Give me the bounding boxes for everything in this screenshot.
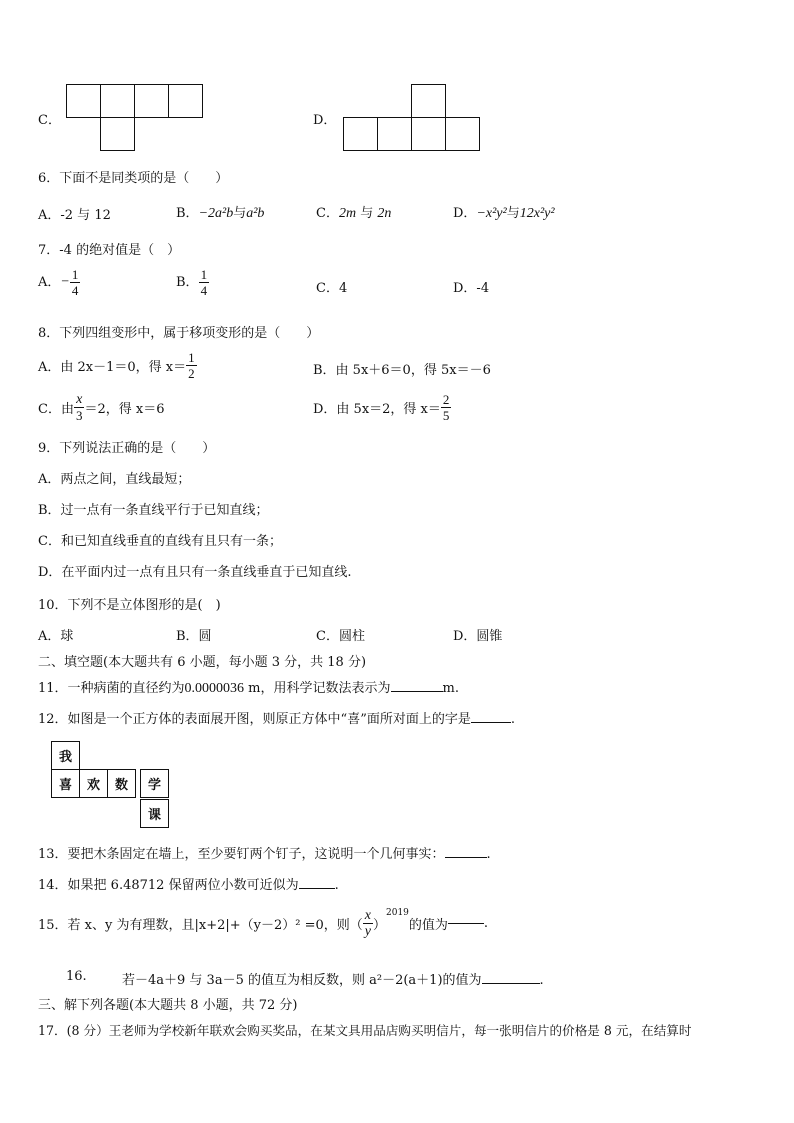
q8-d-denominator: 5	[442, 408, 450, 423]
q12-text: 12．如图是一个正方体的表面展开图，则原正方体中“喜”面所对面上的字是	[38, 712, 471, 727]
q6-option-a: A．-2 与 12	[38, 208, 111, 223]
q16	[122, 969, 544, 988]
q6-stem: 6．下面不是同类项的是（ ）	[38, 171, 229, 186]
q16-end: .	[539, 973, 544, 988]
q8-d-fraction	[441, 392, 452, 423]
q7-b-denominator: 4	[200, 283, 208, 298]
q11-value: 0.0000036	[184, 681, 245, 696]
q10-stem: 10．下列不是立体图形的是( )	[38, 598, 221, 613]
net-cell: 喜	[51, 769, 80, 798]
q14-answer-blank[interactable]	[299, 888, 335, 889]
q11-post1: m，用科学记数法表示为	[244, 681, 391, 696]
net-square	[411, 84, 446, 118]
q7-a-fraction	[70, 267, 81, 298]
q17-text: 17．(8 分）王老师为学校新年联欢会购买奖品，在某文具用品店购买明信片，每一张明信片的价格是 8 元，在结算时	[38, 1023, 692, 1038]
q6-option-c	[316, 202, 391, 222]
q8-option-b: B．由 5x＋6＝0，得 5x＝－6	[313, 363, 491, 378]
q7-a-denominator: 4	[71, 283, 79, 298]
q15-answer-blank[interactable]	[448, 923, 484, 924]
net-cell: 课	[140, 799, 169, 828]
net-square	[445, 117, 480, 151]
q13-text: 13．要把木条固定在墙上，至少要钉两个钉子，这说明一个几何事实：	[38, 847, 445, 862]
net-square	[343, 117, 378, 151]
q8-option-d	[313, 392, 451, 423]
q12-stem	[38, 708, 515, 727]
q6-b-expr1: −2a²b	[198, 206, 234, 221]
q8-option-c	[38, 392, 164, 423]
q6-option-d	[453, 202, 555, 222]
q5-option-d-label: D．	[313, 113, 337, 128]
q8-c-denominator: 3	[75, 408, 83, 423]
q9-option-a: A．两点之间，直线最短；	[38, 472, 191, 487]
net-square	[168, 84, 203, 118]
q5-option-c-label: C．	[38, 113, 61, 128]
q15-post: ）	[372, 918, 386, 933]
q8-d-text: D．由 5x＝2，得 x＝	[313, 402, 441, 417]
q13-answer-blank[interactable]	[445, 857, 487, 858]
q6-d-expr1: −x²y²	[476, 206, 507, 221]
q8-c-numerator: x	[76, 392, 83, 407]
q6-c-label: C．	[316, 206, 339, 221]
q15-fraction	[363, 908, 373, 939]
q7-option-d: D．-4	[453, 281, 490, 296]
q8-a-denominator: 2	[188, 366, 195, 381]
q8-c-pre: C．由	[38, 402, 74, 417]
q7-b-numerator: 1	[200, 267, 208, 282]
q8-option-a	[38, 350, 197, 381]
q15-numerator: x	[364, 908, 371, 923]
q7-option-b	[176, 267, 209, 298]
q10-option-d: D．圆锥	[453, 629, 503, 644]
q6-option-b	[176, 202, 264, 222]
section-2-heading: 二、填空题(本大题共有 6 小题，每小题 3 分，共 18 分)	[38, 655, 367, 670]
q6-b-mid: 与	[233, 206, 247, 221]
q6-c-expr1: 2m	[338, 206, 357, 221]
q6-b-expr2: a²b	[246, 206, 265, 221]
q7-option-c: C．4	[316, 281, 348, 296]
q15	[38, 908, 488, 939]
q8-c-fraction	[74, 392, 85, 423]
q15-exponent: 2019	[386, 908, 409, 918]
net-square	[411, 117, 446, 151]
q8-stem: 8．下列四组变形中，属于移项变形的是（ ）	[38, 326, 320, 341]
q7-b-label: B．	[176, 275, 199, 290]
q9-stem: 9．下列说法正确的是（ ）	[38, 441, 216, 456]
net-square	[134, 84, 169, 118]
q10-option-a: A．球	[38, 629, 74, 644]
q11-answer-blank[interactable]	[391, 691, 443, 692]
q7-a-numerator: 1	[71, 267, 79, 282]
net-cell: 我	[51, 741, 80, 770]
q13	[38, 843, 491, 862]
q14-text: 14．如果把 6.48712 保留两位小数可近似为	[38, 878, 299, 893]
q15-end: .	[483, 916, 489, 931]
q8-d-numerator: 2	[442, 392, 450, 407]
q8-a-fraction	[186, 350, 197, 381]
q6-d-mid: 与	[506, 206, 520, 221]
q16-answer-blank[interactable]	[482, 983, 540, 984]
net-cell: 数	[107, 769, 136, 798]
q10-option-b: B．圆	[176, 629, 212, 644]
net-square	[377, 117, 412, 151]
net-square	[66, 84, 101, 118]
q7-b-fraction	[199, 267, 210, 298]
q12-answer-blank[interactable]	[471, 722, 511, 723]
q9-option-b: B．过一点有一条直线平行于已知直线；	[38, 503, 269, 518]
q6-d-label: D．	[453, 206, 477, 221]
net-cell: 欢	[79, 769, 108, 798]
q8-a-numerator: 1	[188, 350, 195, 365]
net-cell: 学	[140, 769, 169, 798]
q15-tail: 的值为	[408, 918, 448, 933]
q13-end: .	[486, 847, 491, 862]
q11	[38, 677, 459, 697]
q10-option-c: C．圆柱	[316, 629, 365, 644]
q7-stem: 7．-4 的绝对值是（ ）	[38, 243, 181, 258]
q8-a-text: A．由 2x－1＝0，得 x＝	[38, 360, 187, 375]
q6-d-expr2: 12x²y²	[519, 206, 555, 221]
q11-pre: 11．一种病菌的直径约为	[38, 681, 185, 696]
q14-end: .	[334, 878, 339, 893]
q9-option-d: D．在平面内过一点有且只有一条直线垂直于已知直线.	[38, 565, 352, 580]
q15-denominator: y	[364, 924, 371, 939]
section-3-heading: 三、解下列各题(本大题共 8 小题，共 72 分)	[38, 998, 298, 1013]
q8-c-post: ＝2，得 x＝6	[84, 402, 165, 417]
q7-option-a	[38, 267, 80, 298]
q14	[38, 874, 339, 893]
q11-post2: m.	[442, 681, 459, 696]
q7-a-sign: −	[60, 274, 70, 290]
q6-b-label: B．	[176, 206, 199, 221]
net-square	[100, 117, 135, 151]
q16-text: 若－4a＋9 与 3a－5 的值互为相反数，则 a²－2(a＋1)的值为	[122, 973, 482, 988]
q12-end: .	[510, 712, 515, 727]
q7-a-label: A．	[38, 275, 61, 290]
q6-c-mid: 与	[360, 206, 374, 221]
net-square	[100, 84, 135, 118]
q9-option-c: C．和已知直线垂直的直线有且只有一条；	[38, 534, 282, 549]
q6-c-expr2: 2n	[377, 206, 392, 221]
q15-pre: 15．若 x、y 为有理数，且|x+2|+（y－2）² =0，则（	[38, 918, 363, 933]
q16-number: 16.	[66, 969, 87, 984]
